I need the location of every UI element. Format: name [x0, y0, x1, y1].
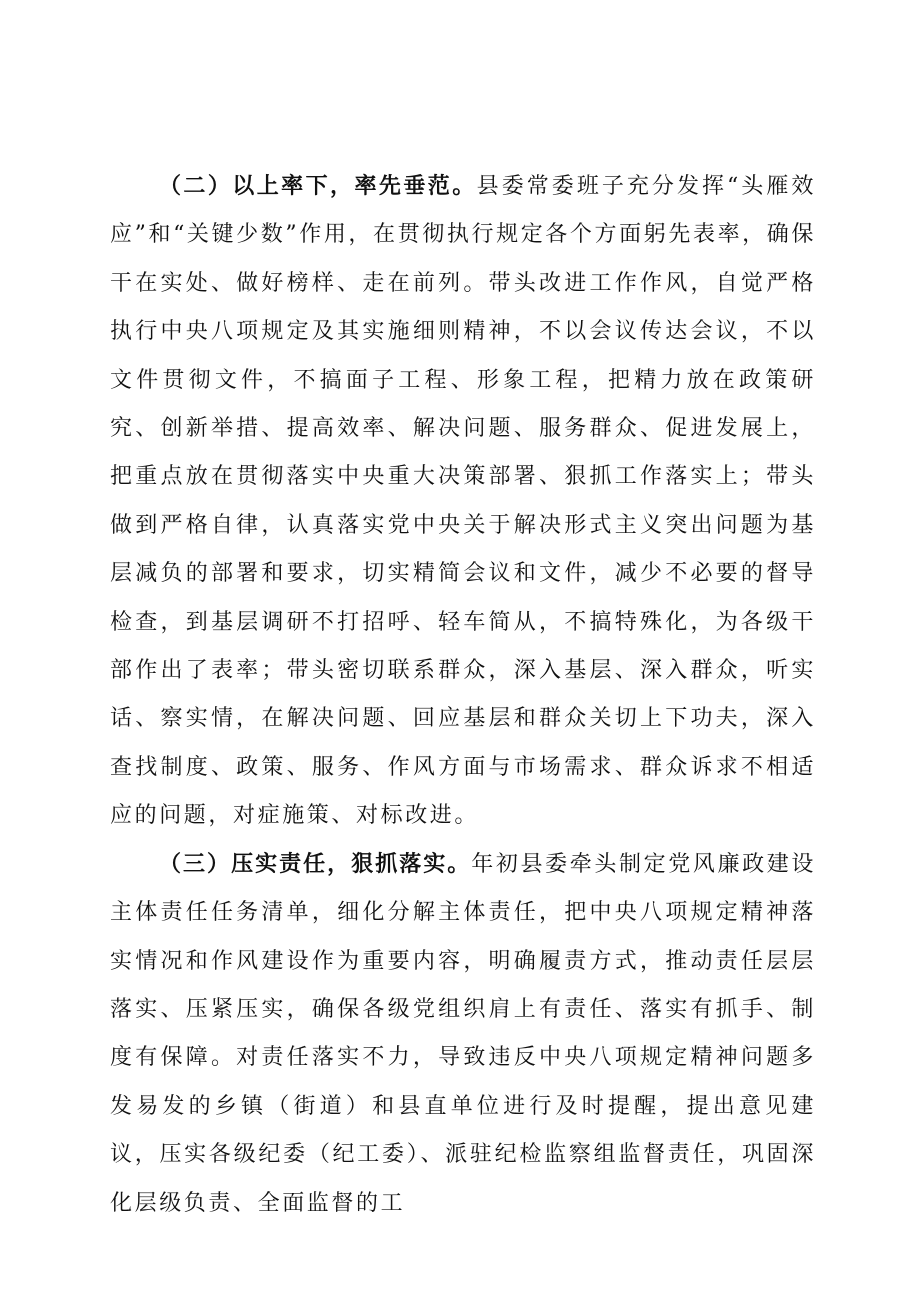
document-body — [110, 163, 816, 1228]
paragraph-heading: （二）以上率下，率先垂范。 — [159, 174, 477, 199]
paragraph-text: 年初县委牵头制定党风廉政建设主体责任任务清单，细化分解主体责任，把中央八项规定精神落实情况和作风建设作为重要内容，明确履责方式，推动责任层层落实、压紧压实，确保各级党组织肩上有责任、落实有抓手、制度有保障。对责任落实不力，导致违反中央八项规定精神问题多发易发的乡镇（街道）和县直单位进行及时提醒，提出意见建议，压实各级纪委（纪工委）、派驻纪检监察组监督责任，巩固深化层级负责、全面监督的工 — [110, 851, 816, 1216]
paragraph-heading: （三）压实责任，狠抓落实。 — [159, 851, 472, 877]
paragraph-2 — [110, 163, 816, 841]
paragraph-text: 县委常委班子充分发挥“头雁效应”和“关键少数”作用，在贯彻执行规定各个方面躬先表率，确保干在实处、做好榜样、走在前列。带头改进工作作风，自觉严格执行中央八项规定及其实施细则精神，不以会议传达会议，不以文件贯彻文件，不搞面子工程、形象工程，把精力放在政策研究、创新举措、提高效率、解决问题、服务群众、促进发展上，把重点放在贯彻落实中央重大决策部署、狠抓工作落实上；带头做到严格自律，认真落实党中央关于解决形式主义突出问题为基层减负的部署和要求，切实精简会议和文件，减少不必要的督导检查，到基层调研不打招呼、轻车简从，不搞特殊化，为各级干部作出了表率；带头密切联系群众，深入基层、深入群众，听实话、察实情，在解决问题、回应基层和群众关切上下功夫，深入查找制度、政策、服务、作风方面与市场需求、群众诉求不相适应的问题，对症施策、对标改进。 — [110, 174, 816, 829]
paragraph-3 — [110, 841, 816, 1228]
